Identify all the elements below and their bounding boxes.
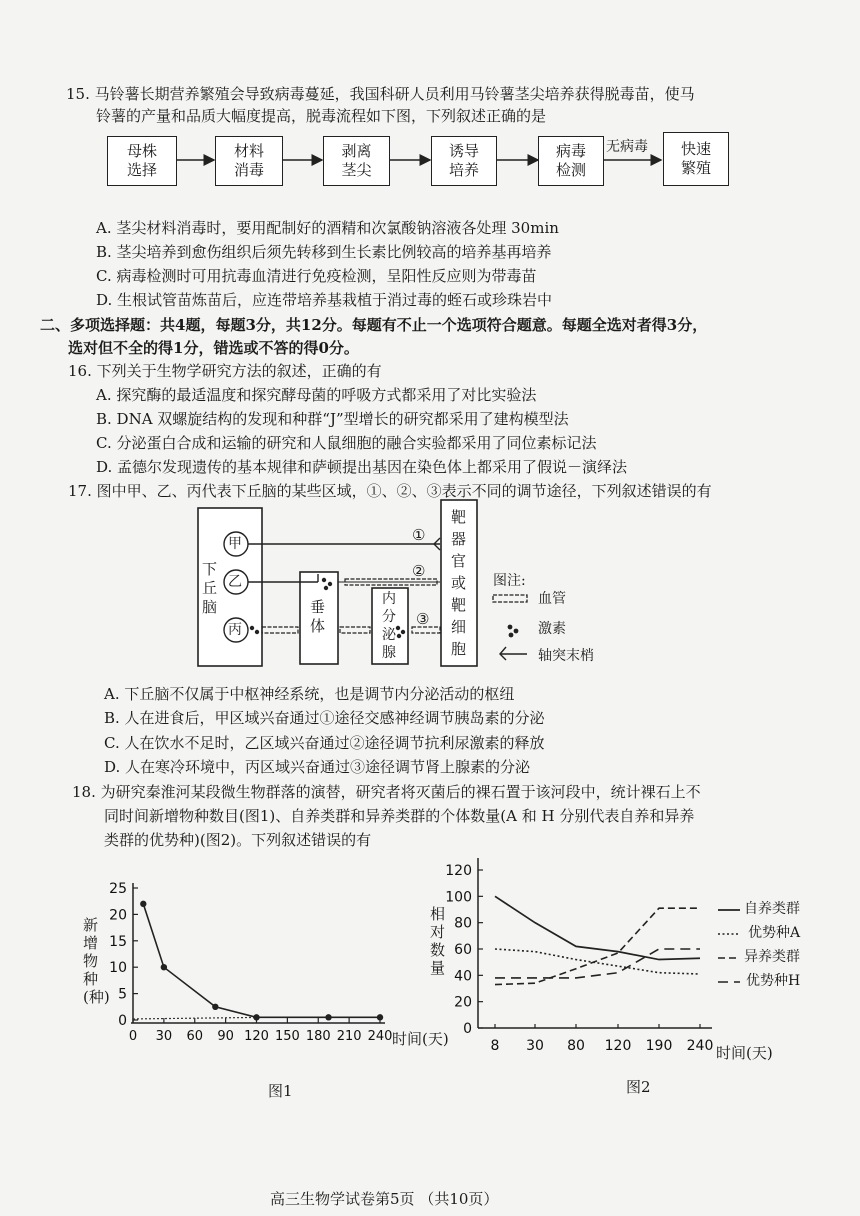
fig2-ytick-label: 20 — [454, 994, 472, 1011]
fig1-xtick-label: 90 — [217, 1029, 234, 1044]
fig2-ytick-label: 40 — [454, 968, 472, 985]
fig2-xtick-label: 190 — [645, 1038, 673, 1054]
fig1-ytick-label: 5 — [118, 986, 127, 1003]
q15-option-a: A. 茎尖材料消毒时，要用配制好的酒精和次氯酸钠溶液各处理 30min — [96, 219, 559, 237]
fig2-xtick-label: 120 — [604, 1038, 632, 1054]
legend-title: 图注: — [493, 573, 526, 589]
flow-step-1: 母株 选择 — [107, 136, 177, 186]
q16-option-b: B. DNA 双螺旋结构的发现和种群“J”型增长的研究都采用了建构模型法 — [96, 410, 569, 428]
legend-series-2: 优势种A — [748, 925, 801, 941]
fig1-xtick-label: 30 — [155, 1029, 173, 1044]
fig1-xtick-label: 180 — [305, 1029, 331, 1044]
fig1-ytick-label: 0 — [118, 1013, 127, 1029]
legend-series-4: 优势种H — [746, 973, 801, 989]
fig2-xtick-label: 30 — [526, 1038, 544, 1054]
fig2-xtick-label: 8 — [490, 1038, 500, 1054]
fig1-xlabel: 时间(天) — [392, 1030, 449, 1048]
q15-option-d: D. 生根试管苗炼苗后，应连带培养基栽植于消过毒的蛭石或珍珠岩中 — [96, 291, 553, 309]
fig1-xtick-label: 120 — [244, 1029, 269, 1044]
legend-series-1: 自养类群 — [744, 901, 800, 917]
flow-step-2: 材料 消毒 — [215, 136, 283, 186]
fig1-ytick-label: 15 — [109, 933, 127, 950]
fig2-ytick-label: 0 — [463, 1021, 472, 1037]
legend-series-3: 异养类群 — [744, 949, 800, 965]
fig1-xtick-label: 240 — [367, 1029, 393, 1044]
fig1-xtick-label: 150 — [274, 1029, 300, 1044]
route-2-label: ② — [412, 562, 426, 580]
gland-label: 内 分 泌 腺 — [382, 591, 396, 661]
q18-stem-line2: 同时间新增物种数目(图1)、自养类群和异养类群的个体数量(A 和 H 分别代表自养和异养 — [104, 807, 695, 825]
fig2-series-line-2 — [495, 949, 700, 974]
fig2-ylabel: 相对数量 — [430, 905, 446, 977]
page-footer: 高三生物学试卷第5页 （共10页） — [270, 1190, 499, 1208]
flow-step-5: 病毒 检测 — [538, 136, 604, 186]
q16-option-c: C. 分泌蛋白合成和运输的研究和人鼠细胞的融合实验都采用了同位素标记法 — [96, 434, 597, 452]
fig2-ytick-label: 60 — [454, 942, 472, 958]
q17-option-b: B. 人在进食后，甲区域兴奋通过①途径交感神经调节胰岛素的分泌 — [104, 709, 545, 727]
q17-option-a: A. 下丘脑不仅属于中枢神经系统，也是调节内分泌活动的枢纽 — [104, 685, 515, 703]
fig1-ytick-label: 20 — [109, 907, 127, 924]
fig2-xlabel: 时间(天) — [716, 1044, 773, 1062]
fig1-xtick-label: 60 — [186, 1029, 204, 1044]
target-label: 靶 器 官 或 靶 细 胞 — [451, 508, 467, 658]
legend-hormone: 激素 — [538, 621, 566, 637]
fig2-ytick-label: 80 — [454, 915, 472, 932]
region-yi: 乙 — [228, 574, 242, 590]
fig2-series-line-1 — [495, 896, 700, 959]
q18-stem-line1: 18. 为研究秦淮河某段微生物群落的演替，研究者将灭菌后的裸石置于该河段中，统计裸石上不 — [72, 783, 701, 801]
fig2-caption: 图2 — [626, 1078, 651, 1096]
hypothalamus-label: 下 丘 脑 — [202, 560, 218, 616]
q17-option-d: D. 人在寒冷环境中，丙区域兴奋通过③途径调节肾上腺素的分泌 — [104, 758, 531, 776]
fig2-xtick-label: 80 — [567, 1038, 585, 1054]
q17-stem: 17. 图中甲、乙、丙代表下丘脑的某些区域，①、②、③表示不同的调节途径，下列叙述错误的有 — [68, 482, 712, 500]
fig2-ytick-label: 120 — [445, 863, 472, 879]
q15-stem-line2: 铃薯的产量和品质大幅度提高，脱毒流程如下图，下列叙述正确的是 — [96, 107, 547, 125]
region-bing: 丙 — [228, 622, 242, 638]
pituitary-label: 垂 体 — [310, 598, 326, 635]
q15-option-c: C. 病毒检测时可用抗毒血清进行免疫检测，呈阳性反应则为带毒苗 — [96, 267, 537, 285]
fig1-ytick-label: 10 — [109, 960, 127, 977]
route-3-label: ③ — [416, 610, 430, 628]
route-1-label: ① — [412, 526, 426, 544]
section2-heading-line1: 二、多项选择题：共4题，每题3分，共12分。每题有不止一个选项符合题意。每题全选对者得3分， — [40, 316, 708, 334]
legend-axon: 轴突末梢 — [538, 648, 594, 664]
flow-step-6: 快速 繁殖 — [663, 132, 729, 186]
fig1-xtick-label: 210 — [336, 1029, 362, 1044]
q16-stem: 16. 下列关于生物学研究方法的叙述，正确的有 — [68, 362, 382, 380]
fig2-ytick-label: 100 — [445, 889, 472, 906]
fig1-caption: 图1 — [268, 1082, 293, 1100]
legend-vessel: 血管 — [538, 591, 566, 607]
fig1-xtick-label: 0 — [128, 1029, 138, 1044]
q16-option-a: A. 探究酶的最适温度和探究酵母菌的呼吸方式都采用了对比实验法 — [96, 386, 537, 404]
flow-label-virus-free: 无病毒 — [606, 139, 648, 155]
q18-stem-line3: 类群的优势种)(图2)。下列叙述错误的有 — [104, 831, 372, 849]
fig2-xtick-label: 240 — [686, 1038, 714, 1054]
q16-option-d: D. 孟德尔发现遗传的基本规律和萨顿提出基因在染色体上都采用了假说－演绎法 — [96, 458, 628, 476]
flow-step-4: 诱导 培养 — [431, 136, 497, 186]
fig1-ylabel: 新增物种(种) — [83, 916, 110, 1006]
region-jia: 甲 — [228, 536, 242, 552]
section2-heading-line2: 选对但不全的得1分，错选或不答的得0分。 — [68, 339, 359, 357]
flow-step-3: 剥离 茎尖 — [323, 136, 390, 186]
fig1-ytick-label: 25 — [109, 881, 127, 897]
q15-option-b: B. 茎尖培养到愈伤组织后须先转移到生长素比例较高的培养基再培养 — [96, 243, 552, 261]
q15-stem-line1: 15. 马铃薯长期营养繁殖会导致病毒蔓延，我国科研人员利用马铃薯茎尖培养获得脱毒苗，使马 — [66, 85, 695, 103]
q17-option-c: C. 人在饮水不足时，乙区域兴奋通过②途径调节抗利尿激素的释放 — [104, 734, 545, 752]
